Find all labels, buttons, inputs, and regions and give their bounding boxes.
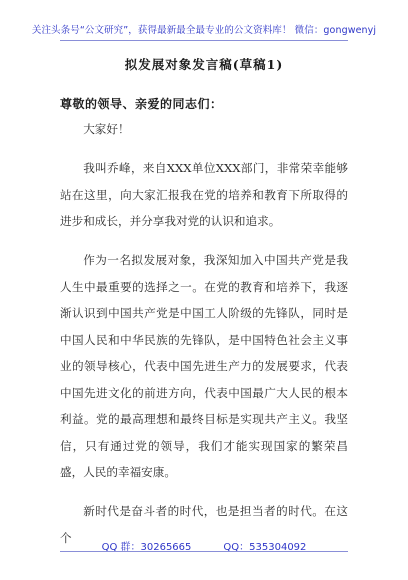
footer-divider bbox=[60, 551, 348, 552]
document-body bbox=[60, 116, 348, 551]
paragraph-introduction: 我叫乔峰，来自XXX单位XXX部门，非常荣幸能够站在这里，向大家汇报我在党的培养和教育下所取得的进步和成长，并分享我对党的认识和追求。 bbox=[60, 161, 348, 228]
paragraph-understanding: 作为一名拟发展对象，我深知加入中国共产党是我人生中最重要的选择之一。在党的教育和培养下，我逐渐认识到中国共产党是中国工人阶级的先锋队，同时是中国人民和中华民族的先锋队，是中国特色社会主义事业的领导核心，代表中国先进生产力的发展要求，代表中国先进文化的前进方向，代表中国最广大人民的根本利益。党的最高理想和最终目标是实现共产主义。我坚信，只有通过党的领导，我们才能实现国家的繁荣昌盛，人民的幸福安康。 bbox=[60, 253, 348, 479]
paragraph-new-era: 新时代是奋斗者的时代，也是担当者的时代。在这个 bbox=[60, 504, 348, 545]
footer-qq-group: QQ 群：30265665 bbox=[101, 542, 192, 553]
header-divider bbox=[60, 40, 348, 41]
salutation: 尊敬的领导、亲爱的同志们： bbox=[60, 97, 223, 111]
document-title: 拟发展对象发言稿(草稿1) bbox=[124, 57, 284, 72]
paragraph-greeting: 大家好！ bbox=[83, 122, 130, 136]
footer-qq: QQ：535304092 bbox=[223, 542, 307, 553]
header-banner: 关注头条号“公文研究”，获得最新最全最专业的公文资料库！ 微信：gongwenyj bbox=[31, 25, 377, 36]
